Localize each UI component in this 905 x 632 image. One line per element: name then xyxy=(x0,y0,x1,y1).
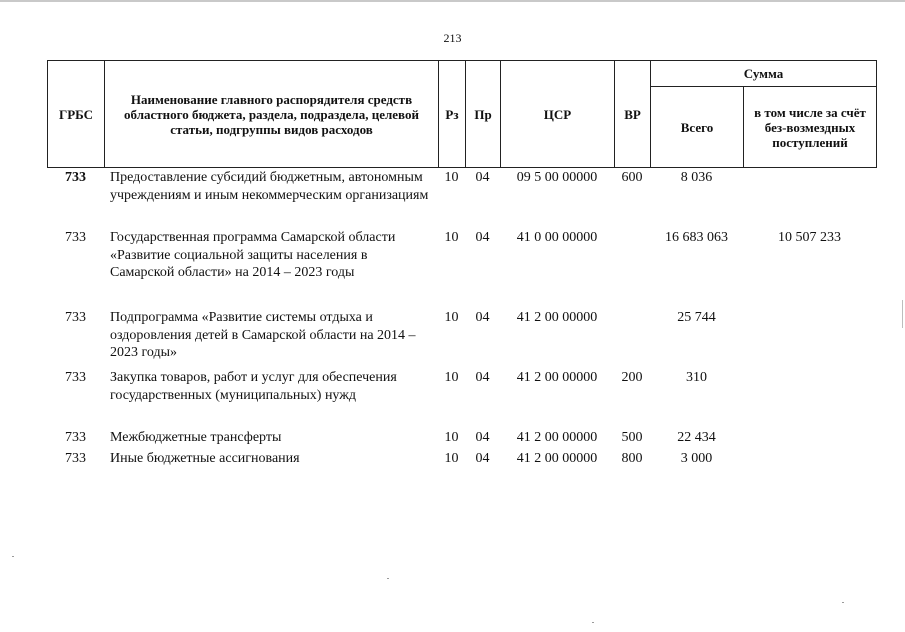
cell-total: 22 434 xyxy=(677,430,716,445)
cell-total: 16 683 063 xyxy=(665,230,728,245)
cell-grbs: 733 xyxy=(65,310,86,325)
cell-name: Подпрограмма «Развитие системы отдыха и оздоровления детей в Самарской области на 2014 – 2023 годы» xyxy=(110,310,416,360)
cell-name: Предоставление субсидий бюджетным, автономным учреждениям и иным некоммерческим организациям xyxy=(110,170,429,203)
cell-vr xyxy=(614,229,650,309)
cell-free xyxy=(743,429,876,450)
cell-pr: 04 xyxy=(475,170,490,185)
cell-csr: 09 5 00 00000 xyxy=(516,170,598,185)
table-row xyxy=(47,169,876,229)
header-pr: Пр xyxy=(466,61,501,168)
cell-rz: 10 xyxy=(444,451,459,466)
cell-grbs: 733 xyxy=(65,230,86,245)
cell-free xyxy=(743,309,876,369)
cell-free: 10 507 233 xyxy=(778,230,841,245)
budget-table-header xyxy=(47,60,877,168)
header-name: Наименование главного распорядителя средств областного бюджета, раздела, подраздела, целевой статьи, подгруппы видов расходов xyxy=(105,61,439,168)
cell-csr: 41 2 00 00000 xyxy=(516,310,598,325)
header-sum: Сумма xyxy=(651,61,877,87)
cell-csr: 41 2 00 00000 xyxy=(516,370,598,385)
cell-vr: 200 xyxy=(621,370,643,385)
cell-rz: 10 xyxy=(444,170,459,185)
table-row xyxy=(47,369,876,429)
budget-table-body xyxy=(47,169,876,471)
cell-pr: 04 xyxy=(475,370,490,385)
scan-border-right xyxy=(902,300,903,328)
table-row xyxy=(47,450,876,471)
header-grbs: ГРБС xyxy=(48,61,105,168)
header-rz: Рз xyxy=(439,61,466,168)
cell-free xyxy=(743,450,876,471)
cell-csr: 41 0 00 00000 xyxy=(516,230,598,245)
cell-grbs: 733 xyxy=(65,170,86,185)
cell-csr: 41 2 00 00000 xyxy=(516,430,598,445)
scan-speck xyxy=(592,622,594,623)
scan-speck xyxy=(842,602,844,603)
cell-total: 8 036 xyxy=(680,170,713,185)
cell-name: Иные бюджетные ассигнования xyxy=(110,451,300,466)
header-csr: ЦСР xyxy=(501,61,615,168)
cell-pr: 04 xyxy=(475,451,490,466)
cell-pr: 04 xyxy=(475,230,490,245)
cell-free xyxy=(743,369,876,429)
table-row xyxy=(47,309,876,369)
cell-pr: 04 xyxy=(475,430,490,445)
header-free: в том числе за счёт без-возмездных поступлений xyxy=(744,87,877,168)
cell-total: 3 000 xyxy=(680,451,713,466)
cell-grbs: 733 xyxy=(65,451,86,466)
table-row xyxy=(47,229,876,309)
cell-rz: 10 xyxy=(444,370,459,385)
cell-grbs: 733 xyxy=(65,430,86,445)
header-total: Всего xyxy=(651,87,744,168)
cell-rz: 10 xyxy=(444,230,459,245)
cell-name: Закупка товаров, работ и услуг для обеспечения государственных (муниципальных) нужд xyxy=(110,370,397,403)
cell-vr: 500 xyxy=(621,430,643,445)
cell-name: Межбюджетные трансферты xyxy=(110,430,282,445)
cell-free xyxy=(743,169,876,229)
cell-vr xyxy=(614,309,650,369)
cell-csr: 41 2 00 00000 xyxy=(516,451,598,466)
cell-pr: 04 xyxy=(475,310,490,325)
cell-total: 310 xyxy=(686,370,707,385)
cell-total: 25 744 xyxy=(677,310,716,325)
cell-rz: 10 xyxy=(444,430,459,445)
scan-speck xyxy=(387,578,389,579)
scan-speck xyxy=(12,556,14,557)
cell-vr: 600 xyxy=(621,170,643,185)
cell-vr: 800 xyxy=(621,451,643,466)
cell-rz: 10 xyxy=(444,310,459,325)
table-row xyxy=(47,429,876,450)
cell-grbs: 733 xyxy=(65,370,86,385)
header-vr: ВР xyxy=(615,61,651,168)
page-number: 213 xyxy=(443,31,462,45)
scan-border-top xyxy=(0,0,905,2)
cell-name: Государственная программа Самарской области «Развитие социальной защиты населения в Самарской области» на 2014 – 2023 годы xyxy=(110,230,396,280)
